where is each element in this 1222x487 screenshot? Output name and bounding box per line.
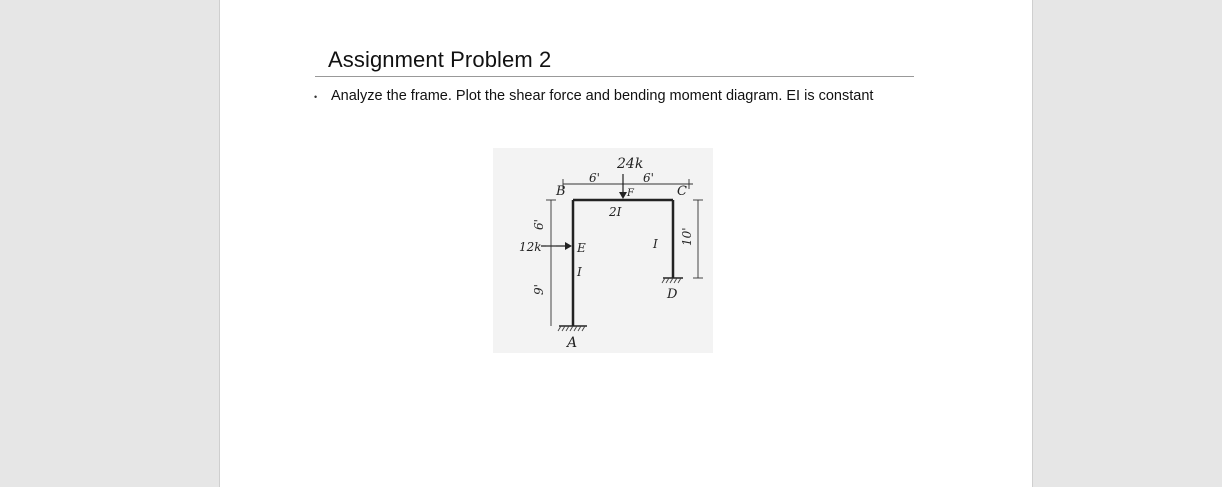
load-12k-arrowhead [565, 242, 572, 250]
label-node-f: F [627, 188, 634, 199]
label-load-12k: 12k [519, 240, 542, 254]
label-dim-right-top: 6' [643, 171, 654, 185]
label-left-col-inertia: I [577, 265, 582, 279]
label-dim-left-lower: 9' [532, 284, 546, 295]
label-beam-inertia: 2I [609, 205, 622, 219]
label-dim-left-upper: 6' [532, 219, 546, 230]
label-node-c: C [677, 184, 687, 199]
label-right-col-inertia: I [653, 237, 658, 251]
label-node-b: B [556, 184, 566, 199]
title-underline [315, 76, 914, 77]
document-page [219, 0, 1033, 487]
page-title: Assignment Problem 2 [328, 47, 552, 72]
list-bullet: • [314, 92, 318, 102]
label-node-e: E [577, 241, 586, 255]
label-load-24k: 24k [617, 156, 644, 172]
frame-diagram-svg [493, 148, 713, 353]
load-24k-arrowhead [619, 192, 627, 199]
label-node-a: A [567, 335, 578, 351]
instruction-text: Analyze the frame. Plot the shear force and bending moment diagram. EI is constant [331, 88, 874, 104]
label-dim-left-top: 6' [589, 171, 600, 185]
label-node-d: D [667, 287, 678, 302]
label-dim-right-col: 10' [680, 227, 694, 246]
frame-diagram [493, 148, 713, 353]
